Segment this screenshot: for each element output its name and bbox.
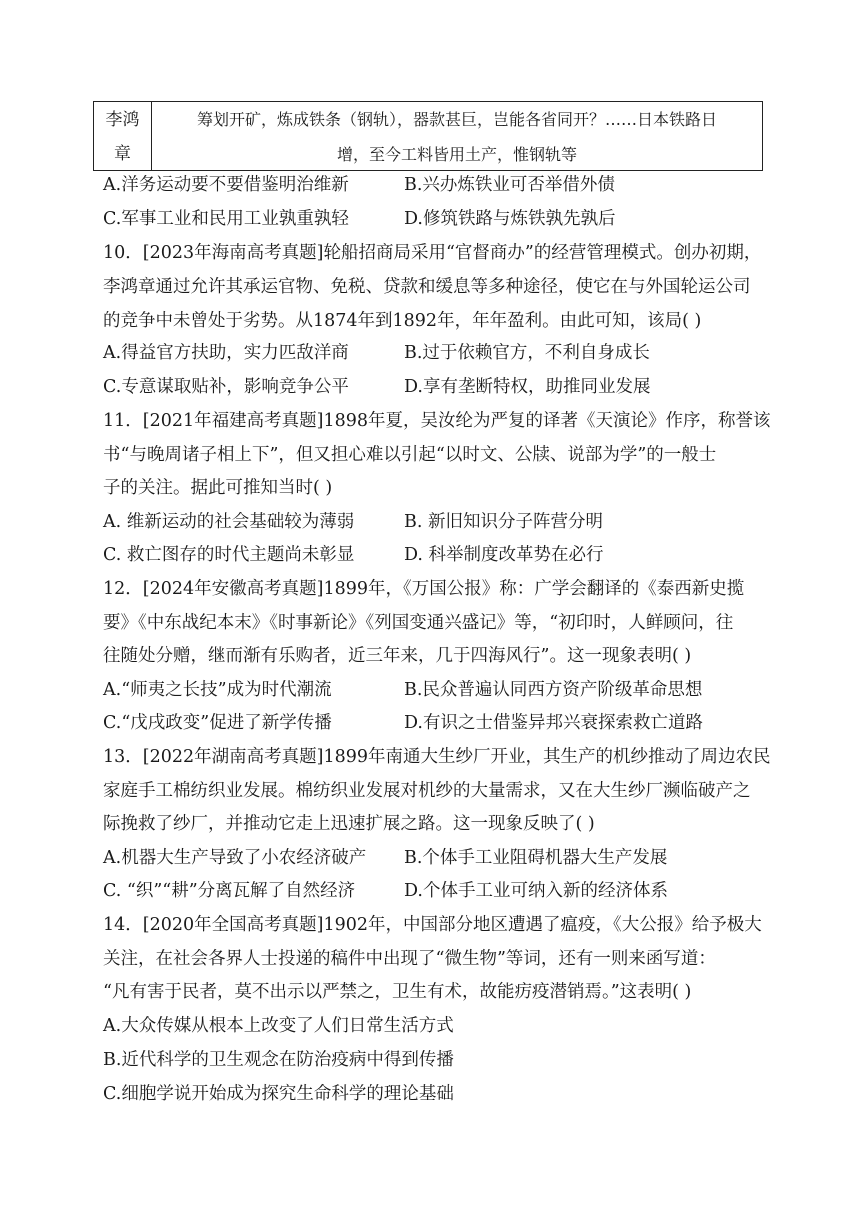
source-quote-line1: 筹划开矿，炼成铁条（钢轨），器款甚巨，岂能各省同开？……日本铁路日: [196, 110, 717, 129]
q9-option-c: C.军事工业和民用工业孰重孰轻: [103, 209, 349, 229]
q13-stem-line2: 家庭手工棉纺织业发展。棉纺织业发展对机纱的大量需求，又在大生纱厂濒临破产之: [103, 781, 751, 801]
q11-stem-line1: 11．[2021年福建高考真题]1898年夏，吴汝纶为严复的译著《天演论》作序，称誉该: [103, 411, 771, 431]
q10-stem-line1: 10．[2023年海南高考真题]轮船招商局采用“官督商办”的经营管理模式。创办初期，: [103, 243, 762, 263]
source-quote-line2: 增，至今工料皆用土产，惟钢轨等: [336, 145, 577, 164]
q11-option-b: B. 新旧知识分子阵营分明: [404, 512, 603, 532]
source-name-cell: [94, 102, 152, 170]
q12-stem-line1: 12．[2024年安徽高考真题]1899年，《万国公报》称：广学会翻译的《泰西新史揽: [103, 579, 745, 599]
q14-option-c: C.细胞学说开始成为探究生命科学的理论基础: [103, 1084, 454, 1104]
q13-option-c: C. “织”“耕”分离瓦解了自然经济: [103, 881, 356, 901]
q12-stem-line2: 要》《中东战纪本末》《时事新论》《列国变通兴盛记》等，“初印时，人鲜顾问，往: [103, 613, 734, 633]
source-quote-cell: [152, 102, 762, 170]
q9-option-b: B.兴办炼铁业可否举借外债: [404, 175, 615, 195]
q11-stem-line2: 书“与晚周诸子相上下”，但又担心难以引起“以时文、公牍、说部为学”的一般士: [103, 445, 717, 465]
source-name-line1: 李鸿: [105, 110, 140, 130]
q11-option-a: A. 维新运动的社会基础较为薄弱: [103, 512, 355, 532]
q13-option-d: D.个体手工业可纳入新的经济体系: [404, 881, 668, 901]
q14-stem-line2: 关注，在社会各界人士投递的稿件中出现了“微生物”等词，还有一则来函写道：: [103, 949, 716, 969]
q14-stem-line1: 14．[2020年全国高考真题]1902年，中国部分地区遭遇了瘟疫，《大公报》给予极大: [103, 915, 762, 935]
q13-option-b: B.个体手工业阻碍机器大生产发展: [404, 848, 668, 868]
q11-stem-line3: 子的关注。据此可推知当时( ): [103, 478, 333, 498]
q9-option-d: D.修筑铁路与炼铁孰先孰后: [404, 209, 616, 229]
q14-option-b: B.近代科学的卫生观念在防治疫病中得到传播: [103, 1050, 454, 1070]
q12-option-a: A.“师夷之长技”成为时代潮流: [103, 680, 332, 700]
q9-option-a: A.洋务运动要不要借鉴明治维新: [103, 175, 349, 195]
q10-stem-line2: 李鸿章通过允许其承运官物、免税、贷款和缓息等多种途径，使它在与外国轮运公司: [103, 277, 751, 297]
q12-option-b: B.民众普遍认同西方资产阶级革命思想: [404, 680, 703, 700]
q14-stem-line3: “凡有害于民者，莫不出示以严禁之，卫生有术，故能疠疫潜销焉。”这表明( ): [103, 982, 692, 1002]
q13-option-a: A.机器大生产导致了小农经济破产: [103, 848, 367, 868]
q12-option-c: C.“戊戌政变”促进了新学传播: [103, 713, 332, 733]
q13-stem-line3: 际挽救了纱厂，并推动它走上迅速扩展之路。这一现象反映了( ): [103, 814, 595, 834]
q11-option-d: D. 科举制度改革势在必行: [404, 545, 604, 565]
q12-option-d: D.有识之士借鉴异邦兴衰探索救亡道路: [404, 713, 703, 733]
q11-option-c: C. 救亡图存的时代主题尚未彰显: [103, 545, 355, 565]
source-name-line2: 章: [114, 144, 131, 164]
q12-stem-line3: 往随处分赠，继而渐有乐购者，近三年来，几于四海风行”。这一现象表明( ): [103, 646, 692, 666]
q10-option-d: D.享有垄断特权，助推同业发展: [404, 377, 651, 397]
q10-stem-line3: 的竞争中未曾处于劣势。从1874年到1892年，年年盈利。由此可知，该局( ): [103, 311, 702, 331]
q10-option-b: B.过于依赖官方，不利自身成长: [404, 343, 650, 363]
q10-option-a: A.得益官方扶助，实力匹敌洋商: [103, 343, 349, 363]
source-table: [93, 101, 763, 171]
q13-stem-line1: 13．[2022年湖南高考真题]1899年南通大生纱厂开业，其生产的机纱推动了周边农民: [103, 747, 771, 767]
q10-option-c: C.专意谋取贴补，影响竞争公平: [103, 377, 349, 397]
q14-option-a: A.大众传媒从根本上改变了人们日常生活方式: [103, 1016, 454, 1036]
